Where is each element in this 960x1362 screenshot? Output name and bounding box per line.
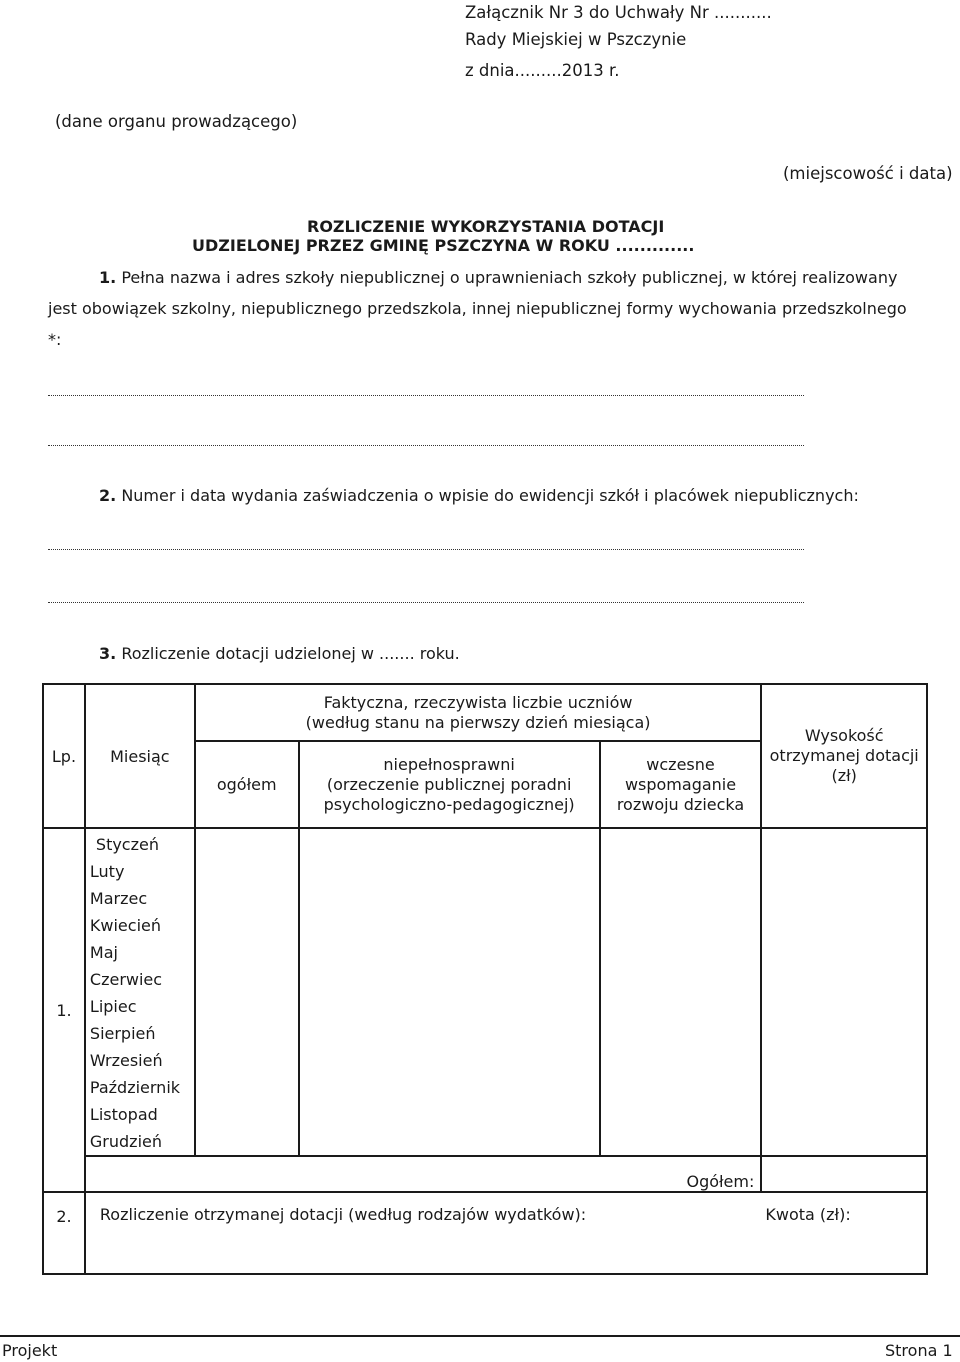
footer-page-number: Strona 1 xyxy=(885,1341,953,1360)
grand-total-label: Ogółem: xyxy=(85,1156,761,1192)
row2-description: Rozliczenie otrzymanej dotacji (według rodzajów wydatków): xyxy=(85,1192,761,1274)
section2-dotted-line-1[interactable] xyxy=(48,548,804,550)
settlement-table xyxy=(42,683,928,1275)
section2-dotted-line-2[interactable] xyxy=(48,601,804,603)
footer-divider xyxy=(0,1335,960,1337)
section1-line2: jest obowiązek szkolny, niepublicznego przedszkola, innej niepublicznej formy wychowania przedszkolnego xyxy=(48,299,907,318)
section2-number: 2. xyxy=(99,486,117,505)
section1-number: 1. xyxy=(99,268,117,287)
month-list xyxy=(85,828,195,1156)
grand-total-value-cell[interactable] xyxy=(761,1156,927,1192)
section1-line3: *: xyxy=(48,330,62,349)
header-student-count-group xyxy=(195,684,762,741)
month-item: Październik xyxy=(89,1078,181,1097)
month-item: Styczeń xyxy=(95,835,159,854)
place-date-label: (miejscowość i data) xyxy=(783,164,953,183)
header-group-line1: Faktyczna, rzeczywista liczbie uczniów xyxy=(323,692,633,712)
month-item: Wrzesień xyxy=(89,1051,163,1070)
title-line1: ROZLICZENIE WYKORZYSTANIA DOTACJI xyxy=(307,217,665,236)
header-disabled-line2: (orzeczenie publicznej poradni xyxy=(326,774,572,794)
section3-heading xyxy=(99,644,460,663)
footer-project-label: Projekt xyxy=(2,1341,58,1360)
section2-text: Numer i data wydania zaświadczenia o wpisie do ewidencji szkół i placówek niepublicznych: xyxy=(121,486,859,505)
header-amount-line3: (zł) xyxy=(831,766,857,785)
section1-line1: Pełna nazwa i adres szkoły niepublicznej o uprawnieniach szkoły publicznej, w której realizowany xyxy=(121,268,898,287)
disabled-cell[interactable] xyxy=(299,828,600,1156)
row2-amount-label: Kwota (zł): xyxy=(761,1192,927,1274)
section1-first-line xyxy=(99,268,897,287)
header-early-support xyxy=(600,741,762,828)
amount-cell[interactable] xyxy=(761,828,927,1156)
header-amount-line1: Wysokość xyxy=(804,726,884,745)
header-subsidy-amount xyxy=(761,684,927,828)
header-lp: Lp. xyxy=(43,684,85,828)
early-support-cell[interactable] xyxy=(600,828,762,1156)
header-group-line2: (według stanu na pierwszy dzień miesiąca) xyxy=(305,712,651,732)
month-item: Marzec xyxy=(89,889,148,908)
month-item: Lipiec xyxy=(89,997,137,1016)
header-early-line1: wczesne xyxy=(646,754,715,774)
month-item: Maj xyxy=(89,943,118,962)
month-item: Sierpień xyxy=(89,1024,156,1043)
header-amount-line2: otrzymanej dotacji xyxy=(769,746,919,765)
section1-dotted-line-1[interactable] xyxy=(48,394,804,396)
month-item: Grudzień xyxy=(89,1132,163,1151)
header-month: Miesiąc xyxy=(85,684,195,828)
month-item: Luty xyxy=(89,862,125,881)
header-disabled xyxy=(299,741,600,828)
month-item: Kwiecień xyxy=(89,916,161,935)
annex-header-line1: Załącznik Nr 3 do Uchwały Nr ........... xyxy=(465,3,772,22)
header-early-line3: rozwoju dziecka xyxy=(616,794,745,814)
annex-header-line2: Rady Miejskiej w Pszczynie xyxy=(465,30,687,49)
section2-heading xyxy=(99,486,859,505)
header-disabled-line1: niepełnosprawni xyxy=(383,754,515,774)
month-item: Czerwiec xyxy=(89,970,163,989)
total-cell[interactable] xyxy=(195,828,299,1156)
annex-header-line3: z dnia.........2013 r. xyxy=(465,61,620,80)
header-disabled-line3: psychologiczno-pedagogicznej) xyxy=(323,794,575,814)
section3-text: Rozliczenie dotacji udzielonej w ....... roku. xyxy=(121,644,460,663)
section3-number: 3. xyxy=(99,644,117,663)
title-line2: UDZIELONEJ PRZEZ GMINĘ PSZCZYNA W ROKU ............. xyxy=(192,236,695,255)
row2-lp: 2. xyxy=(43,1192,85,1274)
header-total: ogółem xyxy=(195,741,299,828)
section1-dotted-line-2[interactable] xyxy=(48,444,804,446)
month-item: Listopad xyxy=(89,1105,158,1124)
header-early-line2: wspomaganie xyxy=(624,774,737,794)
organ-label: (dane organu prowadzącego) xyxy=(55,112,298,131)
row1-lp: 1. xyxy=(43,828,85,1192)
